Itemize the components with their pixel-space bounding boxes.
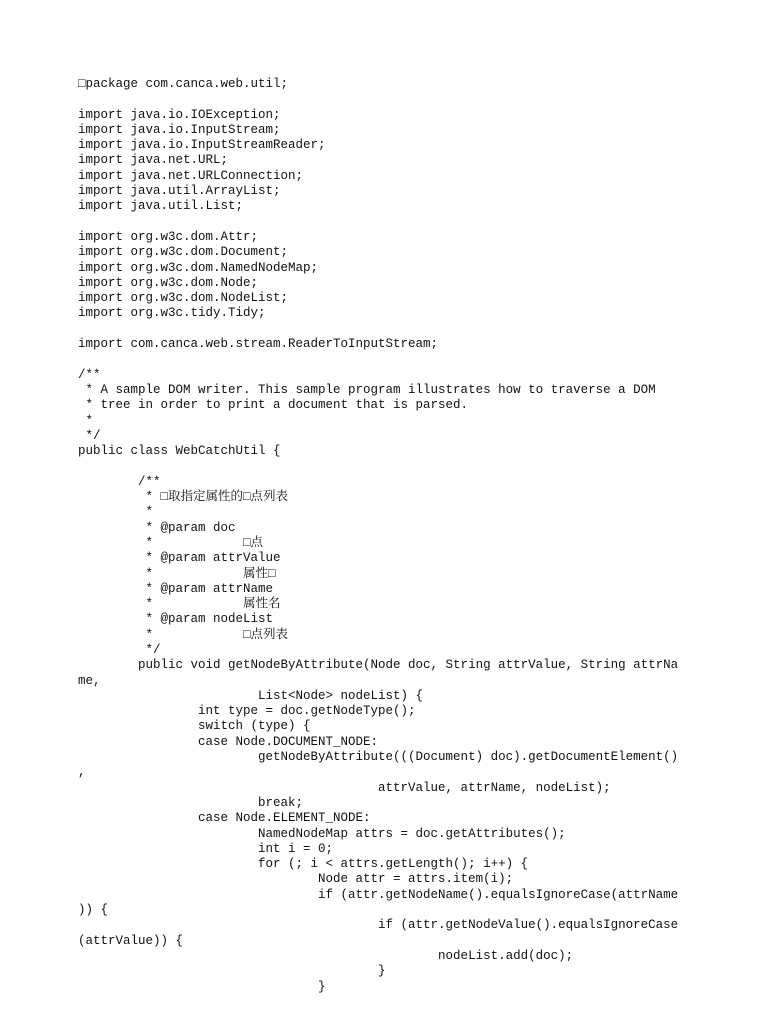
code-line <box>78 92 678 107</box>
code-line: import org.w3c.tidy.Tidy; <box>78 306 266 321</box>
code-line: * <box>78 505 154 520</box>
code-line: * @param nodeList <box>78 612 274 627</box>
code-line: * <box>78 413 94 428</box>
code-line: import org.w3c.dom.NodeList; <box>78 291 289 306</box>
code-line: * tree in order to print a document that is parsed. <box>78 398 469 413</box>
code-line: NamedNodeMap attrs = doc.getAttributes(); <box>78 826 566 841</box>
code-line: (attrValue)) { <box>78 933 184 948</box>
code-line: import java.io.InputStream; <box>78 122 281 137</box>
code-line: */ <box>78 428 101 443</box>
code-line: case Node.DOCUMENT_NODE: <box>78 734 379 749</box>
code-line: me, <box>78 673 101 688</box>
code-line: * 属性□ <box>78 566 276 581</box>
code-line <box>78 322 678 337</box>
code-line: } <box>78 979 326 994</box>
code-line: import java.util.ArrayList; <box>78 184 281 199</box>
code-line: import org.w3c.dom.NamedNodeMap; <box>78 260 319 275</box>
code-line: import org.w3c.dom.Attr; <box>78 229 259 244</box>
code-line: , <box>78 765 86 780</box>
code-line: nodeList.add(doc); <box>78 948 574 963</box>
code-line: import java.io.IOException; <box>78 107 281 122</box>
code-line: break; <box>78 795 304 810</box>
code-line: * 属性名 <box>78 597 281 612</box>
code-line: */ <box>78 642 161 657</box>
code-line: )) { <box>78 903 109 918</box>
code-line: Node attr = attrs.item(i); <box>78 872 514 887</box>
code-line: import java.net.URL; <box>78 153 229 168</box>
code-line: getNodeByAttribute(((Document) doc).getDocumentElement() <box>78 750 679 765</box>
code-line: * □点 <box>78 535 264 550</box>
code-line: public void getNodeByAttribute(Node doc, String attrValue, String attrNa <box>78 658 679 673</box>
code-line: int i = 0; <box>78 841 334 856</box>
code-line: switch (type) { <box>78 719 311 734</box>
code-line: * @param attrValue <box>78 551 281 566</box>
code-line: import org.w3c.dom.Node; <box>78 275 259 290</box>
code-line: import java.util.List; <box>78 199 244 214</box>
code-line: for (; i < attrs.getLength(); i++) { <box>78 857 529 872</box>
code-line <box>78 352 678 367</box>
code-line: * @param doc <box>78 520 236 535</box>
code-line: * □点列表 <box>78 627 289 642</box>
code-line: * A sample DOM writer. This sample program illustrates how to traverse a DOM <box>78 382 656 397</box>
code-line: int type = doc.getNodeType(); <box>78 704 416 719</box>
code-line: import org.w3c.dom.Document; <box>78 245 289 260</box>
code-line: if (attr.getNodeValue().equalsIgnoreCase <box>78 918 679 933</box>
code-line <box>78 459 678 474</box>
code-listing <box>78 77 678 995</box>
code-line: import com.canca.web.stream.ReaderToInputStream; <box>78 337 439 352</box>
code-line: case Node.ELEMENT_NODE: <box>78 811 371 826</box>
code-line <box>78 215 678 230</box>
code-line: } <box>78 964 386 979</box>
code-line: /** <box>78 474 161 489</box>
code-line: /** <box>78 367 101 382</box>
code-line: if (attr.getNodeName().equalsIgnoreCase(attrName <box>78 887 679 902</box>
code-line: import java.net.URLConnection; <box>78 168 304 183</box>
code-line: * @param attrName <box>78 581 274 596</box>
code-line: public class WebCatchUtil { <box>78 444 281 459</box>
code-line: List<Node> nodeList) { <box>78 688 424 703</box>
code-line: attrValue, attrName, nodeList); <box>78 780 611 795</box>
code-line: □package com.canca.web.util; <box>78 77 289 91</box>
code-line: * □取指定属性的□点列表 <box>78 490 289 505</box>
code-line: import java.io.InputStreamReader; <box>78 138 326 153</box>
